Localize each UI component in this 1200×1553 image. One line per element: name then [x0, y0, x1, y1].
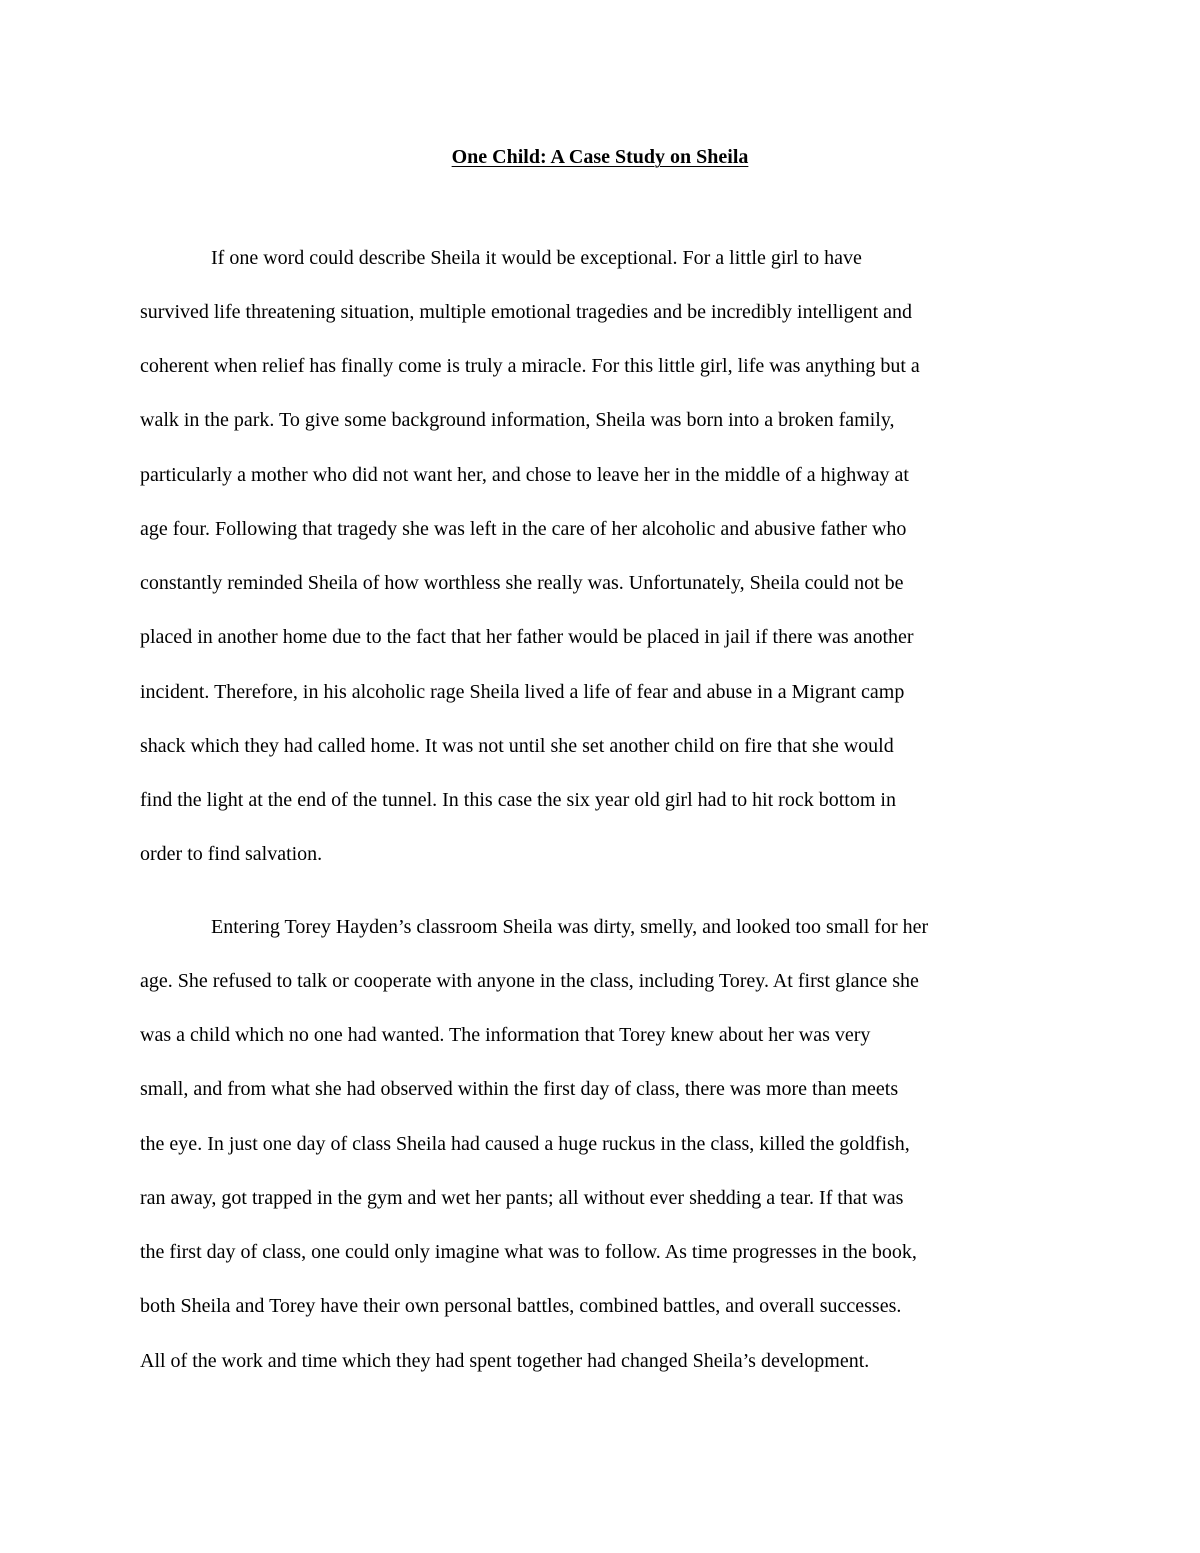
paragraph-line: both Sheila and Torey have their own personal battles, combined battles, and overall successes.	[140, 1295, 902, 1317]
paragraph-line: If one word could describe Sheila it would be exceptional. For a little girl to have	[211, 247, 862, 269]
paragraph-line: particularly a mother who did not want her, and chose to leave her in the middle of a highway at	[140, 464, 909, 486]
paragraph-line: placed in another home due to the fact that her father would be placed in jail if there was another	[140, 626, 914, 648]
paragraph-line: small, and from what she had observed within the first day of class, there was more than meets	[140, 1078, 899, 1100]
paragraph-line: walk in the park. To give some background information, Sheila was born into a broken family,	[140, 409, 895, 431]
paragraph-line: constantly reminded Sheila of how worthless she really was. Unfortunately, Sheila could not be	[140, 572, 904, 594]
paragraph-line: coherent when relief has finally come is truly a miracle. For this little girl, life was anything but a	[140, 355, 920, 377]
paragraph-line: was a child which no one had wanted. The information that Torey knew about her was very	[140, 1024, 871, 1046]
paragraph-line: age four. Following that tragedy she was left in the care of her alcoholic and abusive father who	[140, 518, 907, 540]
paragraph-line: ran away, got trapped in the gym and wet her pants; all without ever shedding a tear. If that was	[140, 1187, 904, 1209]
paragraph-line: survived life threatening situation, multiple emotional tragedies and be incredibly intelligent and	[140, 301, 913, 323]
paragraph-line: shack which they had called home. It was not until she set another child on fire that she would	[140, 735, 894, 757]
paragraph-line: age. She refused to talk or cooperate with anyone in the class, including Torey. At first glance she	[140, 970, 919, 992]
paragraph-line: All of the work and time which they had spent together had changed Sheila’s development.	[140, 1350, 870, 1372]
paragraph-line: the eye. In just one day of class Sheila had caused a huge ruckus in the class, killed the goldfish,	[140, 1133, 910, 1155]
paragraph-line: order to find salvation.	[140, 843, 323, 865]
paragraph-line: find the light at the end of the tunnel. In this case the six year old girl had to hit rock bottom in	[140, 789, 896, 811]
paragraph-line: the first day of class, one could only imagine what was to follow. As time progresses in the book,	[140, 1241, 917, 1263]
document-title	[0, 140, 1200, 174]
paragraph-line: incident. Therefore, in his alcoholic rage Sheila lived a life of fear and abuse in a Migrant camp	[140, 681, 905, 703]
document-title-text: One Child: A Case Study on Sheila	[451, 146, 749, 168]
paragraph-line: Entering Torey Hayden’s classroom Sheila was dirty, smelly, and looked too small for her	[211, 916, 929, 938]
